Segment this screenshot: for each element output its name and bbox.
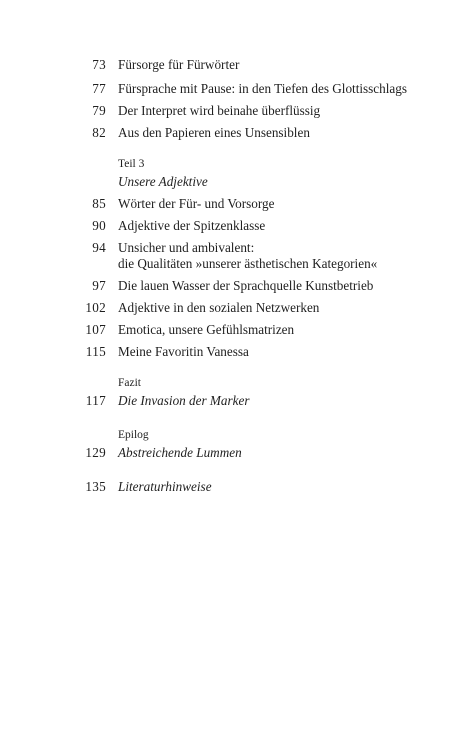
section-label-fazit: Fazit	[118, 377, 141, 389]
section-label-epilog: Epilog	[118, 429, 149, 441]
page-number: 97	[92, 278, 106, 293]
page-number: 79	[92, 103, 106, 118]
page-number: 82	[92, 125, 106, 140]
entry-title: Wörter der Für- und Vorsorge	[118, 196, 275, 211]
entry-title: Aus den Papieren eines Unsensiblen	[118, 125, 310, 140]
entry-title: Literaturhinweise	[118, 479, 212, 494]
entry-title: Emotica, unsere Gefühlsmatrizen	[118, 322, 295, 337]
page-number: 90	[92, 218, 106, 233]
entry-title: Meine Favoritin Vanessa	[118, 344, 249, 359]
entry-title: Unsicher und ambivalent:	[118, 240, 255, 255]
section-title-unsere-adjektive[interactable]: Unsere Adjektive	[118, 174, 208, 189]
entry-title: Abstreichende Lummen	[118, 445, 242, 460]
page-number: 117	[85, 393, 106, 408]
entry-title: Fürsprache mit Pause: in den Tiefen des Glottisschlags	[118, 81, 407, 96]
page-number: 107	[85, 322, 106, 337]
entry-title: Die lauen Wasser der Sprachquelle Kunstbetrieb	[118, 278, 374, 293]
page-number: 73	[92, 57, 106, 72]
entry-title: Adjektive in den sozialen Netzwerken	[118, 300, 320, 315]
page-number: 129	[85, 445, 106, 460]
entry-title: Adjektive der Spitzenklasse	[118, 218, 266, 233]
section-label-teil-3: Teil 3	[118, 158, 145, 170]
entry-title-line-2: die Qualitäten »unserer ästhetischen Kategorien«	[118, 256, 378, 271]
entry-title: Fürsorge für Fürwörter	[118, 57, 240, 72]
page-number: 102	[85, 300, 106, 315]
entry-title: Der Interpret wird beinahe überflüssig	[118, 103, 321, 118]
page-number: 85	[92, 196, 106, 211]
page-number: 94	[92, 240, 106, 255]
toc-entry-unsicher[interactable]	[0, 240, 449, 272]
page-number: 135	[85, 479, 106, 494]
page-number: 77	[92, 81, 106, 96]
entry-title: Die Invasion der Marker	[118, 393, 250, 408]
page-number: 115	[85, 344, 106, 359]
